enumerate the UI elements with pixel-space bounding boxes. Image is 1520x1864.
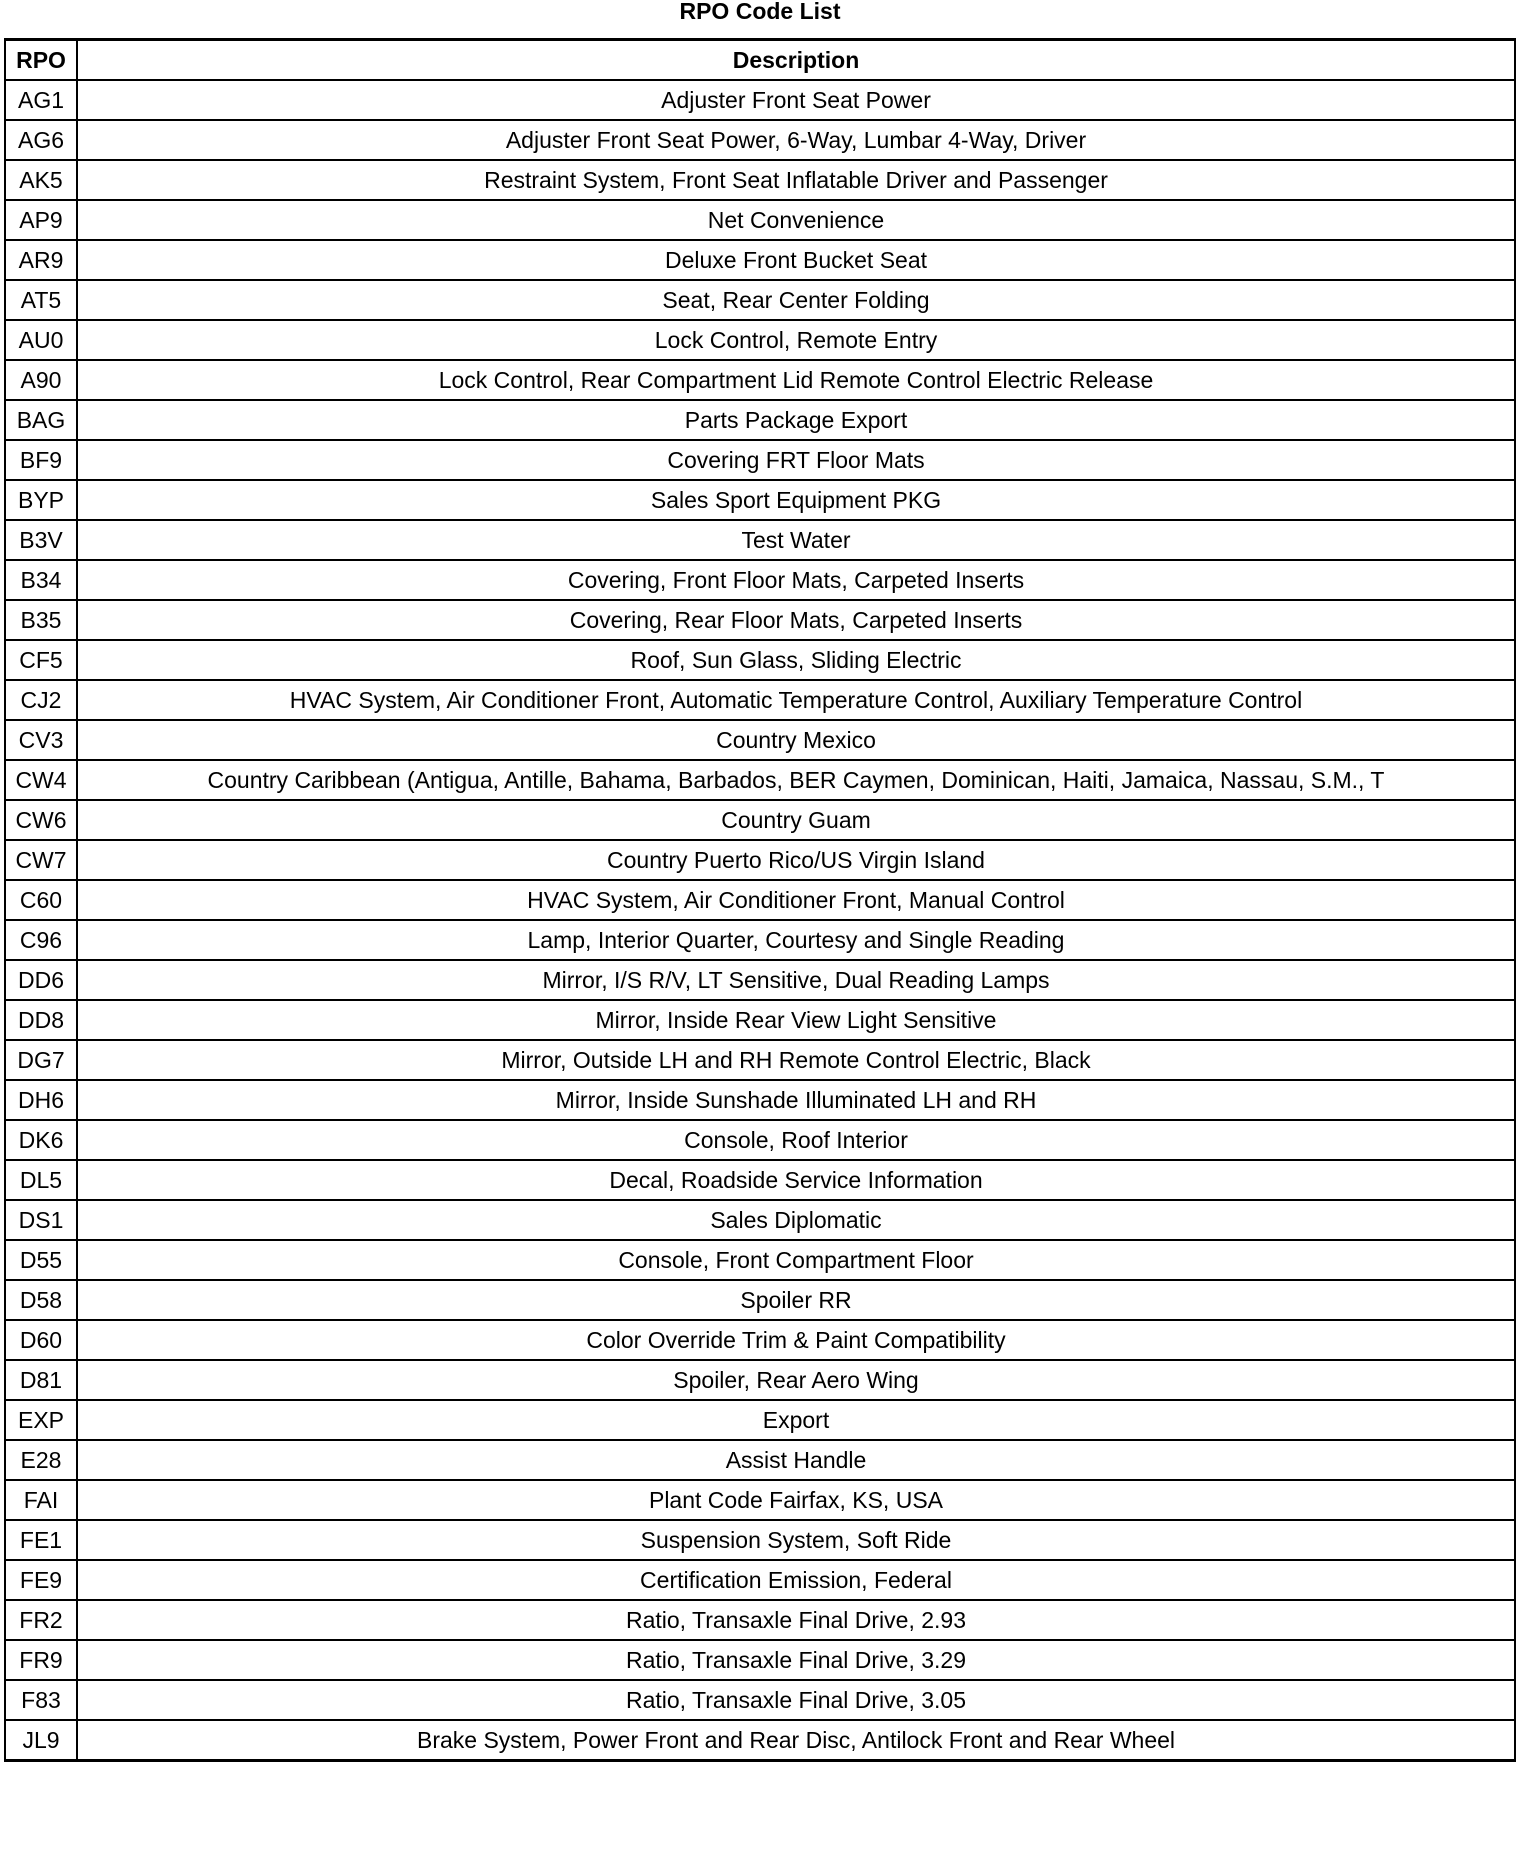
description-cell: Lock Control, Rear Compartment Lid Remote Control Electric Release (77, 360, 1515, 400)
description-cell: Export (77, 1400, 1515, 1440)
table-row (5, 1680, 1515, 1720)
table-row (5, 240, 1515, 280)
table-row (5, 1000, 1515, 1040)
rpo-code-cell: CF5 (5, 640, 77, 680)
rpo-code-cell: BAG (5, 400, 77, 440)
page-title: RPO Code List (679, 0, 841, 24)
table-row (5, 1560, 1515, 1600)
table-row (5, 880, 1515, 920)
rpo-code-cell: DL5 (5, 1160, 77, 1200)
description-cell: Country Mexico (77, 720, 1515, 760)
rpo-code-cell: D60 (5, 1320, 77, 1360)
description-cell: Adjuster Front Seat Power, 6-Way, Lumbar 4-Way, Driver (77, 120, 1515, 160)
description-cell: Deluxe Front Bucket Seat (77, 240, 1515, 280)
table-row (5, 760, 1515, 800)
description-cell: Lamp, Interior Quarter, Courtesy and Single Reading (77, 920, 1515, 960)
rpo-code-cell: AR9 (5, 240, 77, 280)
table-row (5, 640, 1515, 680)
description-cell: Roof, Sun Glass, Sliding Electric (77, 640, 1515, 680)
description-cell: Console, Front Compartment Floor (77, 1240, 1515, 1280)
description-cell: Restraint System, Front Seat Inflatable Driver and Passenger (77, 160, 1515, 200)
description-cell: Plant Code Fairfax, KS, USA (77, 1480, 1515, 1520)
rpo-code-cell: B3V (5, 520, 77, 560)
description-cell: Covering FRT Floor Mats (77, 440, 1515, 480)
description-cell: Seat, Rear Center Folding (77, 280, 1515, 320)
description-cell: Country Puerto Rico/US Virgin Island (77, 840, 1515, 880)
rpo-code-cell: E28 (5, 1440, 77, 1480)
rpo-code-cell: D55 (5, 1240, 77, 1280)
column-header-rpo: RPO (5, 40, 77, 81)
table-row (5, 1600, 1515, 1640)
rpo-code-cell: AK5 (5, 160, 77, 200)
table-row (5, 1080, 1515, 1120)
rpo-code-cell: FE9 (5, 1560, 77, 1600)
table-row (5, 320, 1515, 360)
description-cell: Ratio, Transaxle Final Drive, 3.05 (77, 1680, 1515, 1720)
rpo-code-cell: C96 (5, 920, 77, 960)
table-row (5, 400, 1515, 440)
rpo-code-cell: DH6 (5, 1080, 77, 1120)
table-row (5, 80, 1515, 120)
description-cell: Console, Roof Interior (77, 1120, 1515, 1160)
description-cell: Brake System, Power Front and Rear Disc, Antilock Front and Rear Wheel (77, 1720, 1515, 1761)
description-cell: Mirror, Inside Sunshade Illuminated LH and RH (77, 1080, 1515, 1120)
description-cell: Spoiler, Rear Aero Wing (77, 1360, 1515, 1400)
rpo-code-cell: AP9 (5, 200, 77, 240)
rpo-code-cell: DG7 (5, 1040, 77, 1080)
description-cell: Certification Emission, Federal (77, 1560, 1515, 1600)
table-row (5, 920, 1515, 960)
table-row (5, 280, 1515, 320)
rpo-code-cell: DD6 (5, 960, 77, 1000)
description-cell: Mirror, Outside LH and RH Remote Control Electric, Black (77, 1040, 1515, 1080)
table-row (5, 1400, 1515, 1440)
rpo-code-cell: D81 (5, 1360, 77, 1400)
description-cell: Color Override Trim & Paint Compatibility (77, 1320, 1515, 1360)
table-row (5, 480, 1515, 520)
table-header-row (5, 40, 1515, 81)
table-row (5, 600, 1515, 640)
rpo-code-cell: FE1 (5, 1520, 77, 1560)
description-cell: Lock Control, Remote Entry (77, 320, 1515, 360)
table-row (5, 1320, 1515, 1360)
description-cell: Suspension System, Soft Ride (77, 1520, 1515, 1560)
description-cell: Ratio, Transaxle Final Drive, 3.29 (77, 1640, 1515, 1680)
table-row (5, 520, 1515, 560)
table-row (5, 360, 1515, 400)
description-cell: Country Guam (77, 800, 1515, 840)
rpo-code-cell: DS1 (5, 1200, 77, 1240)
rpo-code-cell: C60 (5, 880, 77, 920)
rpo-code-cell: BYP (5, 480, 77, 520)
rpo-code-table (4, 38, 1516, 1762)
rpo-code-cell: CV3 (5, 720, 77, 760)
description-cell: Parts Package Export (77, 400, 1515, 440)
description-cell: Decal, Roadside Service Information (77, 1160, 1515, 1200)
description-cell: Sales Sport Equipment PKG (77, 480, 1515, 520)
description-cell: Covering, Rear Floor Mats, Carpeted Inserts (77, 600, 1515, 640)
table-row (5, 1640, 1515, 1680)
table-row (5, 560, 1515, 600)
table-row (5, 1360, 1515, 1400)
table-row (5, 1440, 1515, 1480)
table-row (5, 680, 1515, 720)
table-row (5, 840, 1515, 880)
column-header-description: Description (77, 40, 1515, 81)
description-cell: HVAC System, Air Conditioner Front, Manual Control (77, 880, 1515, 920)
rpo-code-cell: B35 (5, 600, 77, 640)
description-cell: Ratio, Transaxle Final Drive, 2.93 (77, 1600, 1515, 1640)
table-row (5, 1720, 1515, 1761)
description-cell: Mirror, I/S R/V, LT Sensitive, Dual Reading Lamps (77, 960, 1515, 1000)
table-row (5, 960, 1515, 1000)
table-row (5, 1480, 1515, 1520)
table-row (5, 200, 1515, 240)
rpo-code-cell: B34 (5, 560, 77, 600)
rpo-code-cell: A90 (5, 360, 77, 400)
description-cell: Adjuster Front Seat Power (77, 80, 1515, 120)
description-cell: Covering, Front Floor Mats, Carpeted Inserts (77, 560, 1515, 600)
table-row (5, 1120, 1515, 1160)
rpo-code-cell: D58 (5, 1280, 77, 1320)
rpo-code-cell: AT5 (5, 280, 77, 320)
rpo-code-cell: DK6 (5, 1120, 77, 1160)
table-row (5, 1200, 1515, 1240)
rpo-code-cell: CJ2 (5, 680, 77, 720)
table-row (5, 1240, 1515, 1280)
table-row (5, 440, 1515, 480)
rpo-code-cell: FAI (5, 1480, 77, 1520)
table-row (5, 720, 1515, 760)
table-row (5, 800, 1515, 840)
rpo-code-cell: F83 (5, 1680, 77, 1720)
table-row (5, 1040, 1515, 1080)
description-cell: Assist Handle (77, 1440, 1515, 1480)
rpo-code-cell: CW4 (5, 760, 77, 800)
rpo-code-cell: FR2 (5, 1600, 77, 1640)
description-cell: Net Convenience (77, 200, 1515, 240)
description-cell: Test Water (77, 520, 1515, 560)
description-cell: Sales Diplomatic (77, 1200, 1515, 1240)
rpo-code-cell: DD8 (5, 1000, 77, 1040)
rpo-code-cell: JL9 (5, 1720, 77, 1761)
rpo-code-cell: BF9 (5, 440, 77, 480)
rpo-code-cell: CW7 (5, 840, 77, 880)
rpo-code-cell: CW6 (5, 800, 77, 840)
rpo-code-cell: AG6 (5, 120, 77, 160)
table-body (5, 80, 1515, 1761)
rpo-code-cell: EXP (5, 1400, 77, 1440)
table-row (5, 1160, 1515, 1200)
description-cell: Country Caribbean (Antigua, Antille, Bahama, Barbados, BER Caymen, Dominican, Haiti, Jamaica, Nassau, S.M., T (77, 760, 1515, 800)
rpo-code-cell: AU0 (5, 320, 77, 360)
description-cell: Spoiler RR (77, 1280, 1515, 1320)
description-cell: HVAC System, Air Conditioner Front, Automatic Temperature Control, Auxiliary Temperature Control (77, 680, 1515, 720)
rpo-code-cell: FR9 (5, 1640, 77, 1680)
table-row (5, 1520, 1515, 1560)
rpo-code-cell: AG1 (5, 80, 77, 120)
table-row (5, 1280, 1515, 1320)
table-row (5, 160, 1515, 200)
table-row (5, 120, 1515, 160)
description-cell: Mirror, Inside Rear View Light Sensitive (77, 1000, 1515, 1040)
